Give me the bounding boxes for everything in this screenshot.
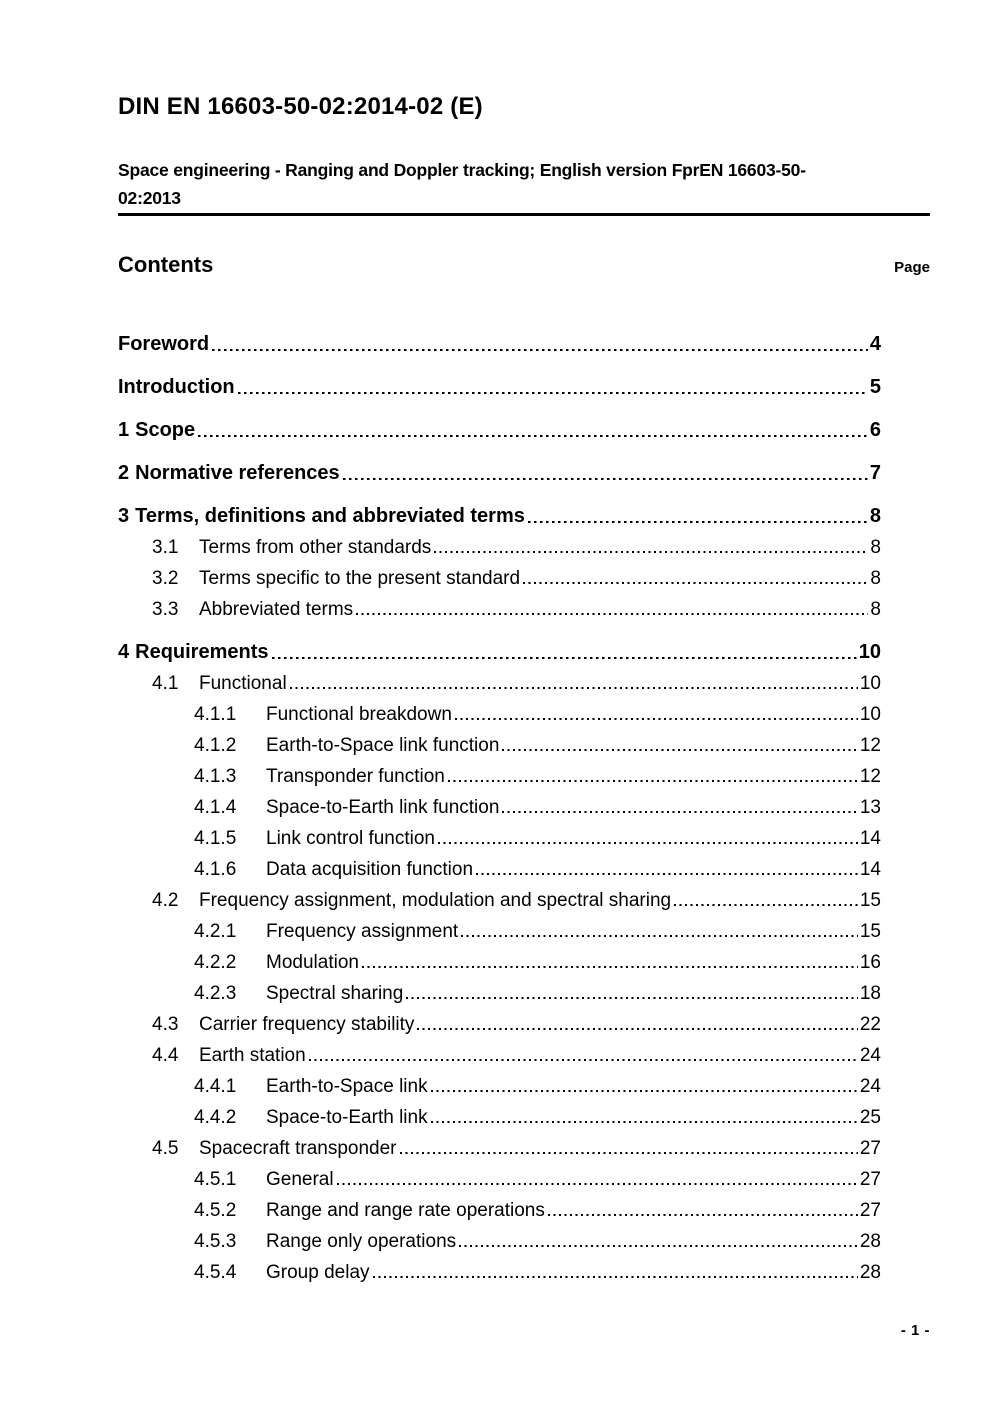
toc-entry-title: Range only operations: [266, 1231, 457, 1252]
toc-entry-title: Abbreviated terms: [199, 599, 354, 620]
toc-row: [118, 329, 881, 360]
toc-entry-page: 12: [859, 735, 881, 756]
toc-entry-number: 4.1: [152, 673, 179, 694]
leader-dots: [198, 435, 868, 438]
toc-entry-number: 4.3: [152, 1014, 179, 1035]
toc-entry-page: 10: [858, 641, 881, 663]
toc-entry-title: Data acquisition function: [266, 859, 474, 880]
leader-dots: [476, 873, 858, 875]
toc-entry-page: 16: [859, 952, 881, 973]
toc-row: [118, 637, 881, 668]
leader-dots: [290, 687, 858, 689]
toc-entry-page: 8: [870, 599, 881, 620]
toc-entry-number: 4.2.2: [194, 952, 237, 973]
toc-entry-number: 4.5.3: [194, 1231, 237, 1252]
leader-dots: [455, 718, 858, 720]
toc-entry-title: Range and range rate operations: [266, 1200, 545, 1221]
toc-entry-title: Carrier frequency stability: [199, 1014, 415, 1035]
toc-entry-title: Terms, definitions and abbreviated terms: [135, 505, 525, 527]
toc-row: [118, 761, 881, 792]
toc-entry-number: 4.4.2: [194, 1107, 237, 1128]
leader-dots: [431, 1090, 858, 1092]
toc-entry-page: 14: [859, 859, 881, 880]
toc-row: [118, 594, 881, 625]
toc-entry-page: 15: [859, 890, 881, 911]
leader-dots: [417, 1028, 857, 1030]
toc-entry-page: 27: [859, 1169, 881, 1190]
toc-entry-page: 27: [859, 1138, 881, 1159]
leader-dots: [434, 551, 868, 553]
leader-dots: [548, 1214, 858, 1216]
toc-entry-page: 4: [869, 333, 881, 355]
toc-entry-page: 8: [870, 537, 881, 558]
toc-entry-title: Functional: [199, 673, 287, 694]
toc-row: [118, 563, 881, 594]
toc-entry-number: 3.1: [152, 537, 179, 558]
toc-row: [118, 699, 881, 730]
contents-heading: Contents: [118, 252, 214, 277]
leader-dots: [502, 749, 857, 751]
toc-entry-page: 10: [859, 704, 881, 725]
toc-entry-page: 13: [859, 797, 881, 818]
toc-entry-title: Introduction: [118, 376, 235, 398]
toc-row: [118, 885, 881, 916]
document-subtitle-line2: 02:2013: [118, 188, 181, 208]
toc-entry-title: Foreword: [118, 333, 210, 355]
leader-dots: [502, 811, 857, 813]
toc-entry-page: 7: [869, 462, 881, 484]
toc-entry-title: Transponder function: [266, 766, 445, 787]
document-subtitle-line1: Space engineering - Ranging and Doppler tracking; English version FprEN 16603-50-: [118, 160, 806, 180]
toc-entry-page: 25: [859, 1107, 881, 1128]
toc-row: [118, 1226, 881, 1257]
toc-entry-number: 4.5.1: [194, 1169, 237, 1190]
leader-dots: [337, 1183, 858, 1185]
toc-entry-title: Frequency assignment, modulation and spectral sharing: [199, 890, 672, 911]
toc-entry-page: 15: [859, 921, 881, 942]
toc-row: [118, 792, 881, 823]
leader-dots: [212, 349, 868, 352]
leader-dots: [674, 904, 858, 906]
toc-entry-page: 12: [859, 766, 881, 787]
toc-entry-title: Functional breakdown: [266, 704, 452, 725]
toc-entry-title: Earth station: [199, 1045, 306, 1066]
leader-dots: [459, 1245, 858, 1247]
toc-entry-page: 5: [869, 376, 881, 398]
toc-row: [118, 1009, 881, 1040]
toc-row: [118, 1071, 881, 1102]
footer-page-number: - 1 -: [900, 1322, 930, 1339]
toc-list: [118, 329, 930, 1288]
toc-entry-title: Terms specific to the present standard: [199, 568, 521, 589]
toc-entry-number: 4.1.3: [194, 766, 237, 787]
leader-dots: [362, 966, 858, 968]
toc-entry-page: 24: [859, 1076, 881, 1097]
toc-entry-page: 27: [859, 1200, 881, 1221]
toc-entry-number: 4.1.4: [194, 797, 237, 818]
toc-entry-number: 4.5.4: [194, 1262, 237, 1283]
leader-dots: [400, 1152, 858, 1154]
toc-entry-page: 8: [870, 568, 881, 589]
leader-dots: [528, 521, 868, 524]
toc-entry-page: 8: [869, 505, 881, 527]
toc-row: [118, 1257, 881, 1288]
leader-dots: [373, 1276, 858, 1278]
toc-entry-title: Space-to-Earth link: [266, 1107, 428, 1128]
leader-dots: [356, 613, 868, 615]
toc-entry-title: Link control function: [266, 828, 435, 849]
toc-entry-number: 4.1.5: [194, 828, 237, 849]
toc-entry-title: Earth-to-Space link function: [266, 735, 500, 756]
toc-entry-page: 6: [869, 419, 881, 441]
document-subtitle: [118, 156, 930, 216]
toc-row: [118, 532, 881, 563]
toc-entry-title: Terms from other standards: [199, 537, 432, 558]
toc-row: [118, 730, 881, 761]
toc-entry-page: 28: [859, 1262, 881, 1283]
toc-entry-title: Spacecraft transponder: [199, 1138, 397, 1159]
toc-row: [118, 501, 881, 532]
toc-entry-number: 2: [118, 462, 130, 484]
toc-entry-number: 4.2.3: [194, 983, 237, 1004]
toc-entry-number: 4.2.1: [194, 921, 237, 942]
toc-entry-number: 4: [118, 641, 130, 663]
toc-row: [118, 1164, 881, 1195]
toc-row: [118, 1102, 881, 1133]
toc-entry-title: Earth-to-Space link: [266, 1076, 428, 1097]
leader-dots: [272, 657, 857, 660]
toc-entry-number: 3.2: [152, 568, 179, 589]
contents-header-row: [118, 252, 930, 281]
toc-entry-number: 3.3: [152, 599, 179, 620]
toc-row: [118, 978, 881, 1009]
toc-entry-number: 4.5: [152, 1138, 179, 1159]
toc-entry-page: 18: [859, 983, 881, 1004]
toc-row: [118, 1195, 881, 1226]
leader-dots: [406, 997, 858, 999]
leader-dots: [523, 582, 868, 584]
page-column-label: Page: [894, 259, 930, 276]
toc-entry-title: Space-to-Earth link function: [266, 797, 500, 818]
toc-row: [118, 458, 881, 489]
toc-entry-number: 4.1.2: [194, 735, 237, 756]
toc-entry-title: Modulation: [266, 952, 359, 973]
toc-entry-number: 4.1.1: [194, 704, 237, 725]
leader-dots: [438, 842, 858, 844]
toc-entry-page: 14: [859, 828, 881, 849]
toc-entry-page: 24: [859, 1045, 881, 1066]
document-title: DIN EN 16603-50-02:2014-02 (E): [118, 93, 483, 120]
toc-entry-title: Requirements: [135, 641, 269, 663]
toc-entry-page: 22: [859, 1014, 881, 1035]
toc-entry-title: Frequency assignment: [266, 921, 459, 942]
leader-dots: [448, 780, 858, 782]
leader-dots: [238, 392, 868, 395]
toc-row: [118, 947, 881, 978]
toc-entry-title: Group delay: [266, 1262, 370, 1283]
toc-row: [118, 1133, 881, 1164]
toc-row: [118, 372, 881, 403]
toc-row: [118, 823, 881, 854]
toc-row: [118, 854, 881, 885]
toc-entry-title: Spectral sharing: [266, 983, 404, 1004]
leader-dots: [461, 935, 858, 937]
toc-entry-number: 4.2: [152, 890, 179, 911]
toc-entry-number: 1: [118, 419, 130, 441]
toc-entry-page: 28: [859, 1231, 881, 1252]
toc-entry-number: 4.4: [152, 1045, 179, 1066]
leader-dots: [309, 1059, 858, 1061]
toc-entry-title: General: [266, 1169, 334, 1190]
toc-row: [118, 415, 881, 446]
toc-row: [118, 668, 881, 699]
leader-dots: [431, 1121, 858, 1123]
toc-entry-page: 10: [859, 673, 881, 694]
toc-entry-number: 4.4.1: [194, 1076, 237, 1097]
toc-entry-title: Scope: [135, 419, 196, 441]
page-content: [118, 0, 930, 1288]
toc-entry-number: 4.1.6: [194, 859, 237, 880]
toc-entry-number: 4.5.2: [194, 1200, 237, 1221]
toc-entry-number: 3: [118, 505, 130, 527]
toc-entry-title: Normative references: [135, 462, 340, 484]
toc-row: [118, 1040, 881, 1071]
leader-dots: [343, 478, 868, 481]
toc-row: [118, 916, 881, 947]
